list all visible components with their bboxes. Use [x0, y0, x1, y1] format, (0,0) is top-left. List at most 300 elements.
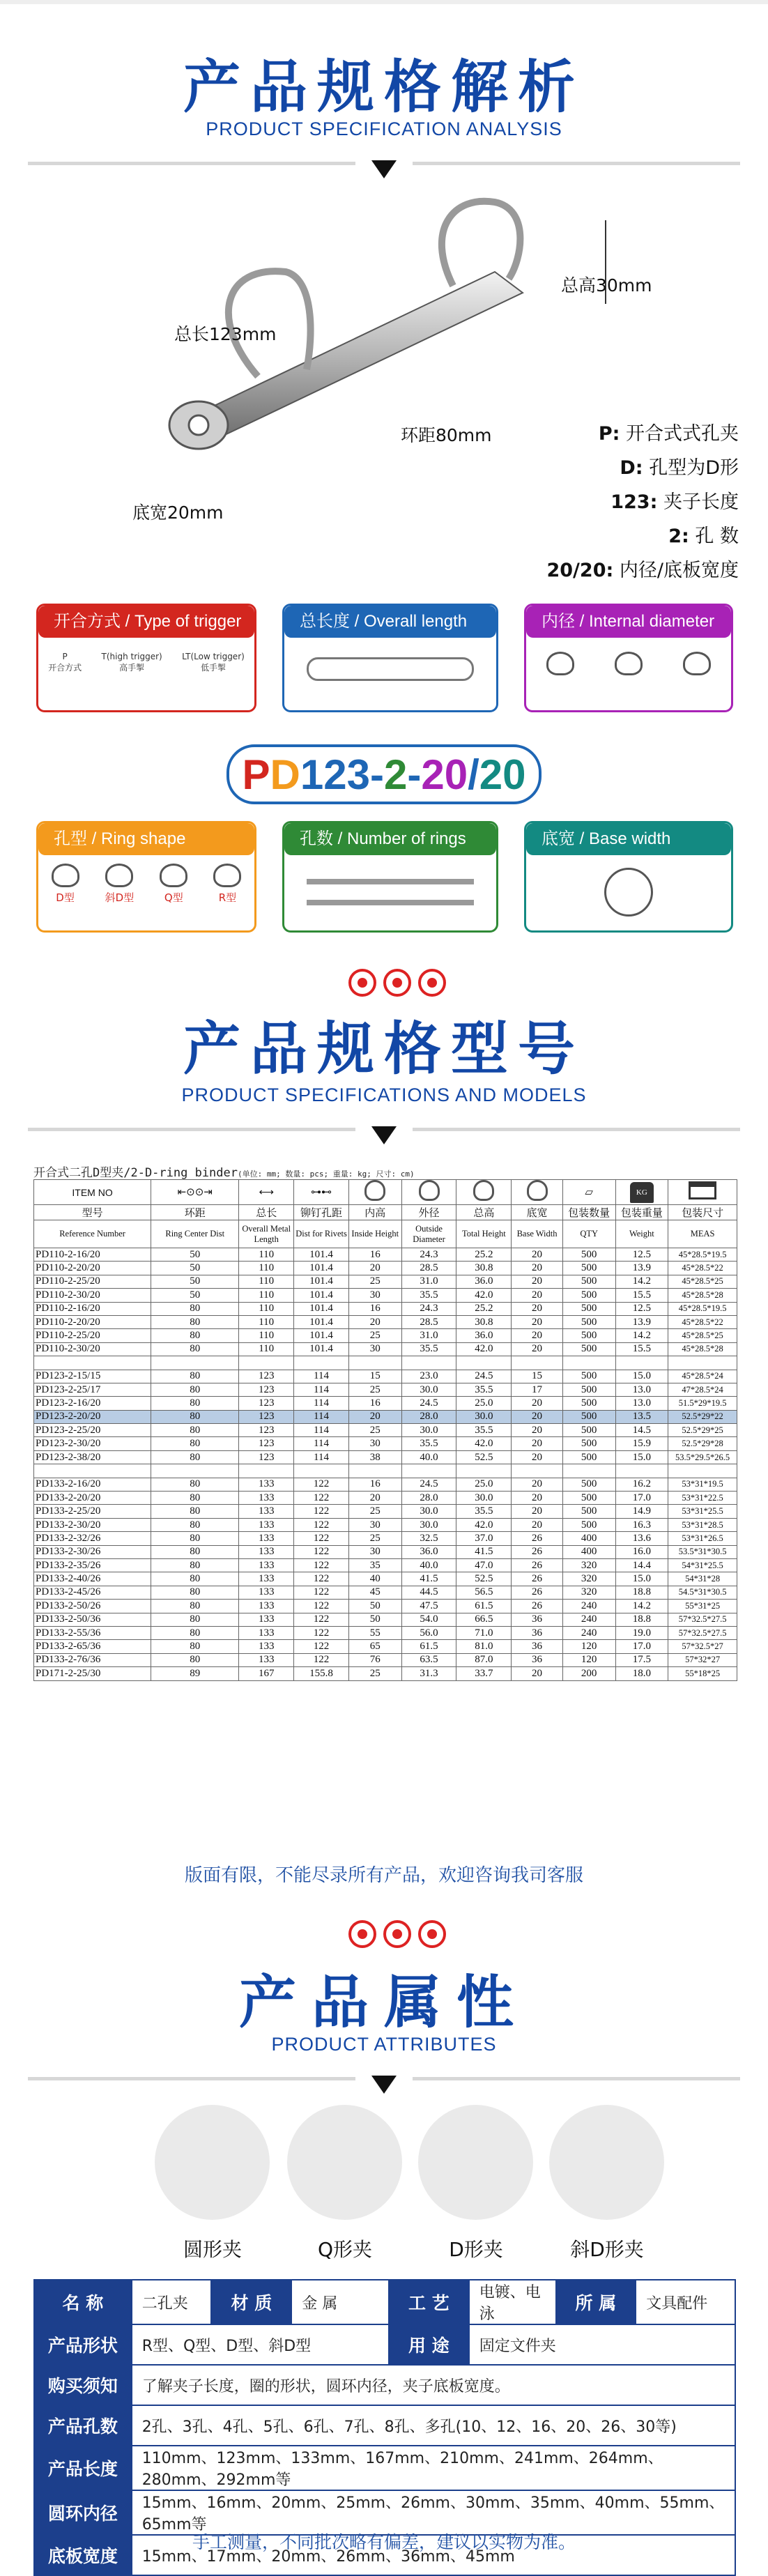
table-cell: 15.0: [615, 1370, 668, 1383]
code-len: 123: [300, 751, 370, 798]
table-cell: 25.0: [456, 1478, 512, 1491]
decor-circles: [345, 1920, 450, 1951]
table-cell: PD133-2-50/36: [34, 1613, 151, 1626]
table-cell: PD133-2-16/20: [34, 1478, 151, 1491]
table-cell: 80: [151, 1342, 239, 1356]
r-ring-icon: [213, 864, 241, 887]
table-cell: 41.5: [401, 1572, 456, 1586]
table-cell: 122: [294, 1532, 349, 1545]
table-cell: PD133-2-40/26: [34, 1572, 151, 1586]
table-cell: 42.0: [456, 1342, 512, 1356]
table-cell: 500: [562, 1397, 615, 1410]
table-cell: 42.0: [456, 1518, 512, 1531]
table-cell: 52.5: [456, 1450, 512, 1464]
attr-value: 15mm、17mm、20mm、26mm、36mm、45mm: [132, 2535, 735, 2575]
header-cell: 包装数量: [562, 1205, 615, 1220]
table-cell: 45*28.5*19.5: [668, 1302, 737, 1315]
code-dash: -: [407, 751, 422, 798]
header-cell: MEAS: [668, 1220, 737, 1248]
attr-row: [34, 2365, 735, 2405]
table-cell: PD133-2-35/26: [34, 1558, 151, 1572]
table-cell: 45*28.5*22: [668, 1262, 737, 1275]
table-cell: 80: [151, 1397, 239, 1410]
table-cell: 20: [512, 1289, 563, 1302]
table-cell: PD133-2-25/20: [34, 1505, 151, 1518]
table-cell: [239, 1464, 294, 1478]
table-cell: 31.3: [401, 1667, 456, 1680]
table-cell: 80: [151, 1558, 239, 1572]
table-cell: 101.4: [294, 1275, 349, 1288]
table-cell: 31.0: [401, 1275, 456, 1288]
table-cell: 25: [348, 1329, 401, 1342]
table-cell: 45*28.5*28: [668, 1289, 737, 1302]
header-cell: 总高: [456, 1205, 512, 1220]
header-cell: 铆钉孔距: [294, 1205, 349, 1220]
table-cell: 123: [239, 1383, 294, 1396]
table-cell: 20: [512, 1397, 563, 1410]
table-row: [34, 1653, 737, 1666]
table-cell: 500: [562, 1424, 615, 1437]
table-cell: 81.0: [456, 1640, 512, 1653]
table-cell: 20: [512, 1667, 563, 1680]
table-cell: 16: [348, 1248, 401, 1262]
table-cell: 122: [294, 1653, 349, 1666]
table-cell: 45: [348, 1586, 401, 1599]
header-cell: Inside Height: [348, 1220, 401, 1248]
header-cell: QTY: [562, 1220, 615, 1248]
section3-title: 产品属性: [238, 1970, 529, 2036]
trigger-lt: LT(Low trigger) 低手掣: [182, 652, 245, 673]
table-cell: 40.0: [401, 1450, 456, 1464]
table-cell: 20: [512, 1492, 563, 1505]
table-cell: 26: [512, 1545, 563, 1558]
table-cell: PD110-2-16/20: [34, 1248, 151, 1262]
table-row: [34, 1329, 737, 1342]
table-cell: 133: [239, 1572, 294, 1586]
table-cell: 123: [239, 1370, 294, 1383]
table-cell: 23.0: [401, 1370, 456, 1383]
table-cell: PD110-2-30/20: [34, 1289, 151, 1302]
attr-value: 固定文件夹: [469, 2324, 735, 2365]
section3-subtitle: PRODUCT ATTRIBUTES: [271, 2034, 497, 2055]
table-cell: 50: [151, 1262, 239, 1275]
table-cell: 54.5*31*30.5: [668, 1586, 737, 1599]
table-cell: [151, 1464, 239, 1478]
table-cell: 122: [294, 1558, 349, 1572]
table-cell: 133: [239, 1626, 294, 1639]
table-cell: 36: [512, 1640, 563, 1653]
header-cell: Dist for Rivets: [294, 1220, 349, 1248]
inside-height-icon: [348, 1180, 401, 1205]
table-cell: 57*32.5*27.5: [668, 1613, 737, 1626]
trigger-box: [36, 604, 256, 712]
table-cell: 80: [151, 1640, 239, 1653]
table-cell: PD133-2-45/26: [34, 1586, 151, 1599]
table-cell: 13.5: [615, 1410, 668, 1423]
table-cell: 80: [151, 1370, 239, 1383]
top-divider: [0, 0, 768, 4]
header-cell: Outside Diameter: [401, 1220, 456, 1248]
table-cell: PD123-2-38/20: [34, 1450, 151, 1464]
section2-title: 产品规格型号: [183, 1016, 585, 1082]
table-cell: 114: [294, 1424, 349, 1437]
diameter-rings: [526, 638, 731, 675]
table-cell: 63.5: [401, 1653, 456, 1666]
table-row: [34, 1558, 737, 1572]
table-cell: 122: [294, 1586, 349, 1599]
table-cell: 20: [512, 1315, 563, 1328]
table-cell: 500: [562, 1262, 615, 1275]
table-cell: PD123-2-16/20: [34, 1397, 151, 1410]
table-cell: 400: [562, 1532, 615, 1545]
table-cell: PD133-2-20/20: [34, 1492, 151, 1505]
table-cell: 133: [239, 1600, 294, 1613]
table-row: [34, 1492, 737, 1505]
table-cell: 25.2: [456, 1302, 512, 1315]
table-cell: 53*31*28.5: [668, 1518, 737, 1531]
table-cell: PD123-2-15/15: [34, 1370, 151, 1383]
table-cell: 41.5: [456, 1545, 512, 1558]
table-cell: 57*32.5*27: [668, 1640, 737, 1653]
table-cell: 28.0: [401, 1410, 456, 1423]
table-cell: 133: [239, 1505, 294, 1518]
table-cell: 15.9: [615, 1437, 668, 1450]
table-cell: PD133-2-50/26: [34, 1600, 151, 1613]
table-cell: 18.0: [615, 1667, 668, 1680]
table-cell: 200: [562, 1667, 615, 1680]
table-cell: 133: [239, 1492, 294, 1505]
table-cell: 110: [239, 1262, 294, 1275]
rings-tab: 孔数 / Number of rings: [284, 823, 496, 855]
table-cell: 80: [151, 1653, 239, 1666]
table-row: [34, 1532, 737, 1545]
table-cell: 17: [512, 1383, 563, 1396]
table-cell: 47*28.5*24: [668, 1383, 737, 1396]
base-tab: 底宽 / Base width: [526, 823, 731, 855]
table-cell: 500: [562, 1329, 615, 1342]
table-cell: 35.5: [401, 1437, 456, 1450]
table-cell: 80: [151, 1505, 239, 1518]
table-cell: 30.0: [456, 1410, 512, 1423]
table-cell: 114: [294, 1410, 349, 1423]
table-cell: 53*31*25.5: [668, 1505, 737, 1518]
table-cell: 25: [348, 1667, 401, 1680]
table-cell: 101.4: [294, 1329, 349, 1342]
table-cell: 36: [512, 1653, 563, 1666]
table-cell: 25.0: [456, 1397, 512, 1410]
slant-d-ring-icon: [105, 864, 133, 887]
table-cell: 61.5: [401, 1640, 456, 1653]
table-cell: 20: [348, 1492, 401, 1505]
table-cell: 133: [239, 1613, 294, 1626]
table-cell: 20: [512, 1410, 563, 1423]
table-cell: 12.5: [615, 1248, 668, 1262]
down-arrow-icon: [371, 1126, 397, 1144]
code-dash: -: [369, 751, 384, 798]
table-cell: 50: [348, 1600, 401, 1613]
table-cell: 80: [151, 1586, 239, 1599]
table-cell: 35.5: [401, 1342, 456, 1356]
table-cell: 101.4: [294, 1248, 349, 1262]
attr-value: 110mm、123mm、133mm、167mm、210mm、241mm、264mm、280mm、292mm等: [132, 2446, 735, 2490]
table-cell: 26: [512, 1572, 563, 1586]
legend-line: D: 孔型为D形: [620, 457, 739, 479]
table-cell: [348, 1356, 401, 1370]
attr-value: 二孔夹: [132, 2280, 212, 2324]
table-cell: 52.5: [456, 1572, 512, 1586]
table-cell: 80: [151, 1613, 239, 1626]
table-cell: PD110-2-20/20: [34, 1315, 151, 1328]
table-cell: 122: [294, 1505, 349, 1518]
table-cell: 87.0: [456, 1653, 512, 1666]
table-cell: 15.0: [615, 1450, 668, 1464]
table-cell: 37.0: [456, 1532, 512, 1545]
table-cell: 500: [562, 1478, 615, 1491]
table-cell: 25: [348, 1505, 401, 1518]
table-cell: 47.0: [456, 1558, 512, 1572]
table-cell: 16: [348, 1397, 401, 1410]
table-cell: PD123-2-25/17: [34, 1383, 151, 1396]
table-cell: 45*28.5*25: [668, 1275, 737, 1288]
table-cell: 80: [151, 1410, 239, 1423]
table-cell: 26: [512, 1600, 563, 1613]
trigger-t: T(high trigger) 高手掣: [101, 652, 162, 673]
cn-header-row: [34, 1205, 737, 1220]
ring-shape-tab: 孔型 / Ring shape: [38, 823, 254, 855]
table-cell: 123: [239, 1437, 294, 1450]
code-d: D: [270, 751, 300, 798]
table-cell: 28.5: [401, 1315, 456, 1328]
table-cell: 52.5*29*28: [668, 1437, 737, 1450]
table-cell: PD133-2-30/26: [34, 1545, 151, 1558]
table-cell: 50: [151, 1275, 239, 1288]
attr-value: 电镀、电泳: [469, 2280, 556, 2324]
table-cell: 80: [151, 1450, 239, 1464]
table-cell: 20: [512, 1302, 563, 1315]
table-cell: 167: [239, 1667, 294, 1680]
table-cell: 28.5: [401, 1262, 456, 1275]
table-row: [34, 1370, 737, 1383]
product-label: Q形夹: [317, 2238, 373, 2261]
table-row: [34, 1478, 737, 1491]
header-cell: Ring Center Dist: [151, 1220, 239, 1248]
table-cell: 114: [294, 1370, 349, 1383]
table-cell: 50: [151, 1289, 239, 1302]
divider-right: [413, 1128, 740, 1131]
table-cell: 54*31*25.5: [668, 1558, 737, 1572]
qty-icon: ▱: [562, 1180, 615, 1205]
table-cell: 80: [151, 1626, 239, 1639]
table-cell: 30: [348, 1437, 401, 1450]
table-cell: 133: [239, 1532, 294, 1545]
table-cell: 31.0: [401, 1329, 456, 1342]
table-cell: 500: [562, 1248, 615, 1262]
table-cell: 30.0: [401, 1383, 456, 1396]
table-cell: 80: [151, 1492, 239, 1505]
table-row: [34, 1437, 737, 1450]
table-cell: 120: [562, 1640, 615, 1653]
spec-legend: [502, 418, 739, 582]
table-cell: 45*28.5*19.5: [668, 1248, 737, 1262]
table-cell: 13.0: [615, 1397, 668, 1410]
table-cell: 25: [348, 1275, 401, 1288]
table-cell: PD133-2-65/36: [34, 1640, 151, 1653]
table-cell: 101.4: [294, 1342, 349, 1356]
table-cell: 45*28.5*25: [668, 1329, 737, 1342]
table-cell: 36.0: [456, 1275, 512, 1288]
table-cell: 500: [562, 1518, 615, 1531]
trigger-p: P 开合方式: [48, 652, 82, 673]
table-cell: [456, 1464, 512, 1478]
header-cell: 环距: [151, 1205, 239, 1220]
table-cell: 133: [239, 1653, 294, 1666]
shape-d: D型: [52, 864, 79, 905]
base-ring-icon: [604, 868, 653, 917]
table-cell: 57*32.5*27.5: [668, 1626, 737, 1639]
table-cell: 101.4: [294, 1289, 349, 1302]
table-cell: 35.5: [456, 1424, 512, 1437]
header-cell: 内高: [348, 1205, 401, 1220]
table-cell: 500: [562, 1437, 615, 1450]
table-row: [34, 1410, 737, 1423]
table-cell: 16: [348, 1302, 401, 1315]
table-cell: 20: [512, 1505, 563, 1518]
table-cell: 65: [348, 1640, 401, 1653]
table-cell: [401, 1464, 456, 1478]
table-cell: 20: [512, 1248, 563, 1262]
header-cell: 底宽: [512, 1205, 563, 1220]
table-cell: 114: [294, 1437, 349, 1450]
table-cell: 14.9: [615, 1505, 668, 1518]
table-cell: 80: [151, 1437, 239, 1450]
ring-icon: [615, 652, 643, 675]
table-cell: [294, 1464, 349, 1478]
slant-d-clip-image: [549, 2105, 664, 2220]
table-row: [34, 1289, 737, 1302]
table-cell: 30.8: [456, 1315, 512, 1328]
table-cell: 30.0: [401, 1518, 456, 1531]
table-cell: 114: [294, 1450, 349, 1464]
table-cell: 80: [151, 1424, 239, 1437]
table-cell: 500: [562, 1342, 615, 1356]
table-cell: 24.5: [456, 1370, 512, 1383]
table-cell: [239, 1356, 294, 1370]
table-cell: [348, 1464, 401, 1478]
table-cell: 500: [562, 1315, 615, 1328]
table-cell: 25.2: [456, 1248, 512, 1262]
trigger-options: [38, 638, 254, 673]
table-row: [34, 1342, 737, 1356]
rings-illustration: [307, 879, 474, 884]
header-cell: Total Height: [456, 1220, 512, 1248]
table-cell: 500: [562, 1302, 615, 1315]
table-cell: 110: [239, 1315, 294, 1328]
table-cell: 53*31*22.5: [668, 1492, 737, 1505]
table-cell: [401, 1356, 456, 1370]
table-cell: 45*28.5*24: [668, 1370, 737, 1383]
code-box: [226, 744, 542, 804]
table-cell: 30.0: [401, 1505, 456, 1518]
code-id: 20: [421, 751, 468, 798]
divider-right: [413, 162, 740, 165]
table-cell: 42.0: [456, 1437, 512, 1450]
table-cell: 17.5: [615, 1653, 668, 1666]
table-cell: 66.5: [456, 1613, 512, 1626]
table-cell: 26: [512, 1558, 563, 1572]
table-cell: 56.5: [456, 1586, 512, 1599]
ring-dist-icon: ⇤⊙⊙⇥: [151, 1180, 239, 1205]
table-cell: 122: [294, 1640, 349, 1653]
legend-line: 20/20: 内径/底板宽度: [546, 560, 739, 581]
total-height-label: 总高30mm: [561, 275, 652, 296]
divider-left: [28, 162, 355, 165]
length-box: [282, 604, 498, 712]
table-row: [34, 1505, 737, 1518]
table-cell: 500: [562, 1370, 615, 1383]
base-box: [524, 821, 733, 933]
table-cell: 240: [562, 1600, 615, 1613]
table-row: [34, 1572, 737, 1586]
footer-note: 手工测量，不同批次略有偏差，建议以实物为准。: [192, 2532, 576, 2552]
table-cell: 320: [562, 1558, 615, 1572]
table-cell: PD110-2-25/20: [34, 1275, 151, 1288]
table-caption: 开合式二孔D型夹/2-D-ring binder(单位: mm; 数量: pcs; 重量: kg; 尺寸: cm): [33, 1166, 415, 1180]
outside-diameter-icon: [401, 1180, 456, 1205]
attr-head: 底板宽度: [34, 2535, 132, 2575]
table-cell: 133: [239, 1518, 294, 1531]
table-cell: 13.9: [615, 1315, 668, 1328]
table-cell: 20: [512, 1437, 563, 1450]
table-cell: 15: [512, 1370, 563, 1383]
table-cell: 14.5: [615, 1424, 668, 1437]
table-row: [34, 1315, 737, 1328]
table-cell: PD110-2-16/20: [34, 1302, 151, 1315]
table-cell: 101.4: [294, 1315, 349, 1328]
table-cell: 35.5: [456, 1505, 512, 1518]
table-cell: 19.0: [615, 1626, 668, 1639]
header-cell: 外径: [401, 1205, 456, 1220]
total-length-label: 总长123mm: [174, 324, 277, 344]
table-cell: 30: [348, 1518, 401, 1531]
table-cell: 110: [239, 1248, 294, 1262]
table-cell: 500: [562, 1289, 615, 1302]
table-cell: 24.5: [401, 1397, 456, 1410]
decor-circles: [345, 969, 450, 999]
table-cell: 133: [239, 1558, 294, 1572]
table-cell: [615, 1464, 668, 1478]
table-cell: 80: [151, 1383, 239, 1396]
copyright-note: 版面有限，不能尽录所有产品，欢迎咨询我司客服: [184, 1865, 583, 1886]
attr-head: 名 称: [34, 2280, 132, 2324]
table-cell: [668, 1464, 737, 1478]
table-cell: 25: [348, 1532, 401, 1545]
table-cell: 20: [512, 1450, 563, 1464]
table-cell: 18.8: [615, 1586, 668, 1599]
table-cell: 55*31*25: [668, 1600, 737, 1613]
table-cell: 47.5: [401, 1600, 456, 1613]
table-cell: 71.0: [456, 1626, 512, 1639]
table-cell: 80: [151, 1532, 239, 1545]
attr-value: 文具配件: [636, 2280, 735, 2324]
table-row: [34, 1667, 737, 1680]
down-arrow-icon: [371, 2076, 397, 2094]
table-cell: 40.0: [401, 1558, 456, 1572]
table-cell: 80: [151, 1572, 239, 1586]
table-cell: 20: [512, 1424, 563, 1437]
table-cell: 56.0: [401, 1626, 456, 1639]
table-cell: 500: [562, 1275, 615, 1288]
attr-value: R型、Q型、D型、斜D型: [132, 2324, 389, 2365]
